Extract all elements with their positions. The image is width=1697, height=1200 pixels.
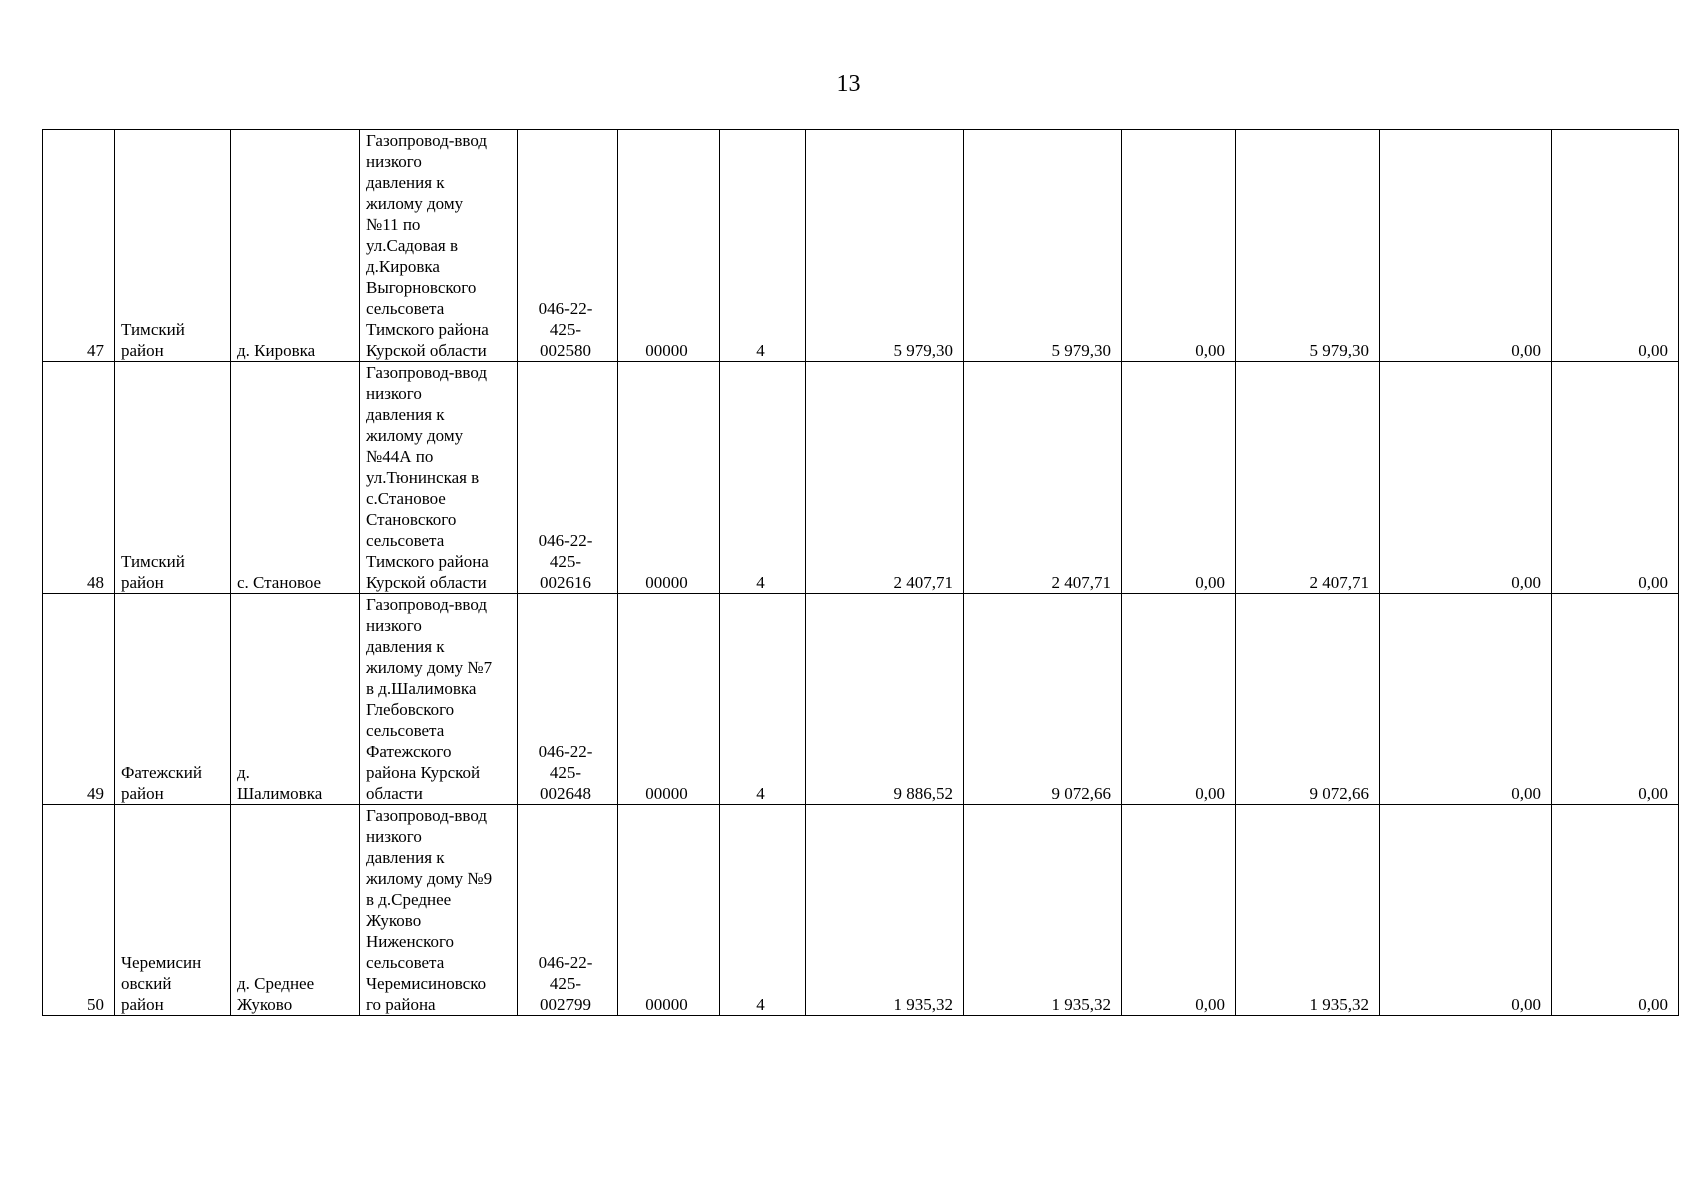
cell-value-3: 0,00 [1122,130,1236,362]
cell-category: 4 [720,594,806,805]
cell-district: Тимский район [115,362,231,594]
cell-number: 48 [43,362,115,594]
cell-code: 046-22- 425- 002616 [518,362,618,594]
cell-code2: 00000 [618,130,720,362]
cell-number: 47 [43,130,115,362]
registry-table [42,129,1679,1016]
cell-code: 046-22- 425- 002580 [518,130,618,362]
cell-code: 046-22- 425- 002799 [518,805,618,1016]
page-number: 13 [836,71,861,97]
table-row [43,594,1679,805]
cell-value-4: 2 407,71 [1236,362,1380,594]
cell-value-2: 1 935,32 [964,805,1122,1016]
cell-value-4: 5 979,30 [1236,130,1380,362]
cell-code2: 00000 [618,805,720,1016]
cell-object-name: Газопровод-ввод низкого давления к жилому дому №9 в д.Среднее Жуково Ниженского сельсовета Черемисиновско го района [360,805,518,1016]
cell-value-6: 0,00 [1552,362,1679,594]
cell-category: 4 [720,130,806,362]
cell-value-1: 5 979,30 [806,130,964,362]
cell-locality: д. Кировка [231,130,360,362]
cell-value-6: 0,00 [1552,130,1679,362]
cell-district: Тимский район [115,130,231,362]
cell-value-6: 0,00 [1552,805,1679,1016]
cell-value-1: 9 886,52 [806,594,964,805]
cell-number: 49 [43,594,115,805]
cell-code2: 00000 [618,362,720,594]
cell-value-1: 1 935,32 [806,805,964,1016]
cell-category: 4 [720,362,806,594]
cell-value-3: 0,00 [1122,594,1236,805]
cell-value-2: 2 407,71 [964,362,1122,594]
cell-value-3: 0,00 [1122,805,1236,1016]
cell-code: 046-22- 425- 002648 [518,594,618,805]
cell-locality: д. Шалимовка [231,594,360,805]
cell-code2: 00000 [618,594,720,805]
cell-value-2: 5 979,30 [964,130,1122,362]
cell-locality: д. Среднее Жуково [231,805,360,1016]
cell-object-name: Газопровод-ввод низкого давления к жилому дому №7 в д.Шалимовка Глебовского сельсовета Фатежского района Курской области [360,594,518,805]
cell-value-3: 0,00 [1122,362,1236,594]
cell-locality: с. Становое [231,362,360,594]
table-row [43,130,1679,362]
cell-value-5: 0,00 [1380,594,1552,805]
cell-district: Фатежский район [115,594,231,805]
cell-number: 50 [43,805,115,1016]
cell-value-5: 0,00 [1380,362,1552,594]
cell-value-5: 0,00 [1380,805,1552,1016]
cell-object-name: Газопровод-ввод низкого давления к жилому дому №11 по ул.Садовая в д.Кировка Выгорновского сельсовета Тимского района Курской области [360,130,518,362]
table-row [43,362,1679,594]
cell-value-4: 1 935,32 [1236,805,1380,1016]
cell-object-name: Газопровод-ввод низкого давления к жилому дому №44А по ул.Тюнинская в с.Становое Становского сельсовета Тимского района Курской области [360,362,518,594]
table-row [43,805,1679,1016]
cell-district: Черемисин овский район [115,805,231,1016]
cell-value-6: 0,00 [1552,594,1679,805]
cell-value-1: 2 407,71 [806,362,964,594]
cell-category: 4 [720,805,806,1016]
cell-value-5: 0,00 [1380,130,1552,362]
cell-value-4: 9 072,66 [1236,594,1380,805]
cell-value-2: 9 072,66 [964,594,1122,805]
